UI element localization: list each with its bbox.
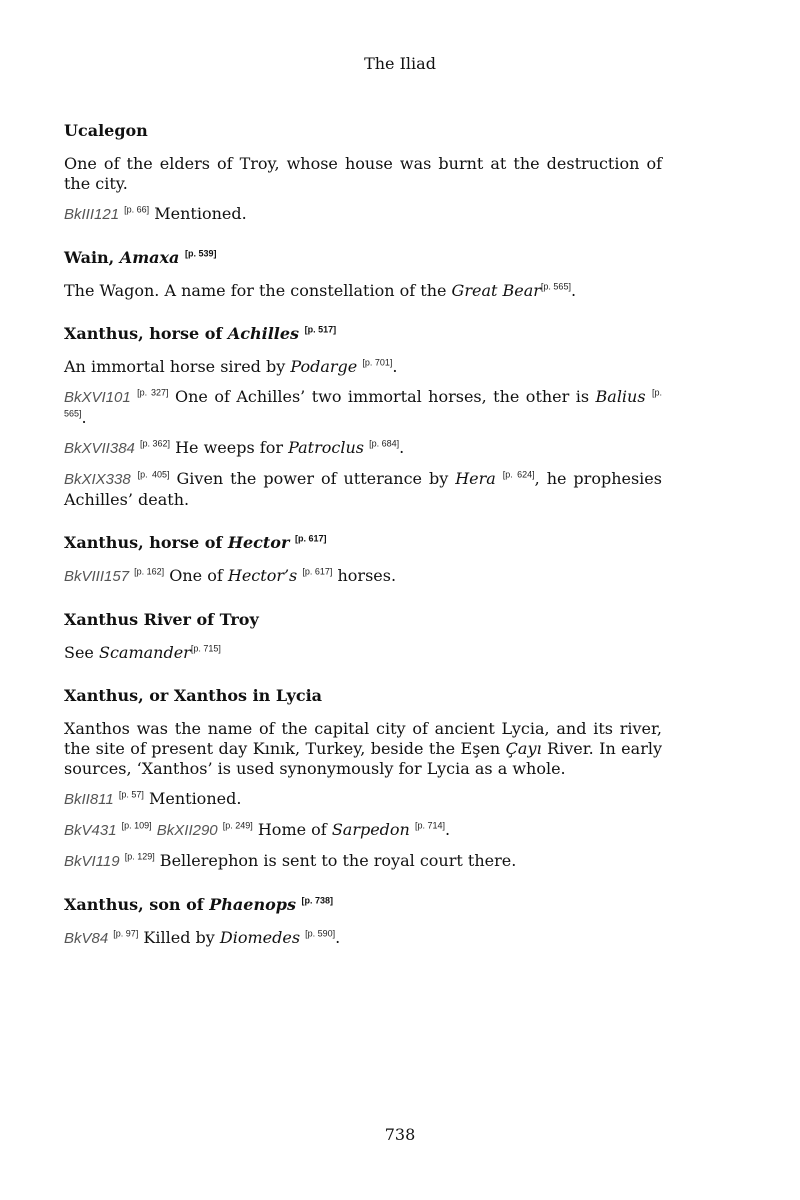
entry-xanthus-hector [64, 532, 662, 587]
entry-xanthus-phaenops [64, 894, 662, 949]
page-ref[interactable]: [p. 405] [137, 469, 170, 480]
desc-text: River. In early sources, ‘Xanthos’ is used synonymously for Lycia as a whole. [64, 739, 662, 778]
entry-description [64, 719, 662, 779]
page-ref[interactable]: [p. 714] [414, 820, 445, 831]
book-link[interactable]: BkXIX338 [64, 471, 131, 488]
book-reference [64, 438, 662, 459]
entry-title: Xanthus, or Xanthos in Lycia [64, 686, 323, 705]
book-reference [64, 789, 662, 810]
book-link[interactable]: BkXVI101 [64, 389, 131, 406]
title-text: Xanthus, horse of [64, 324, 228, 343]
book-reference [64, 566, 662, 587]
page-ref[interactable]: [p. 565] [64, 387, 663, 419]
title-text: Xanthus, horse of [64, 533, 228, 552]
reference-text: Mentioned. [143, 789, 242, 808]
reference-text: . [444, 820, 451, 839]
title-link[interactable]: Amaxa [119, 248, 180, 267]
book-link[interactable]: BkXII290 [156, 822, 218, 839]
book-reference [64, 387, 662, 428]
book-link[interactable]: BkV84 [64, 930, 109, 947]
book-reference [64, 851, 662, 872]
reference-text: One of [164, 566, 228, 585]
page-ref[interactable]: [p. 109] [121, 820, 152, 831]
cross-link[interactable]: Podarge [290, 357, 358, 376]
title-link[interactable]: Phaenops [209, 895, 296, 914]
page-ref[interactable]: [p. 715] [190, 643, 221, 654]
title-link[interactable]: Hector [227, 533, 290, 552]
page-ref[interactable]: [p. 701] [362, 357, 393, 368]
cross-link[interactable]: Sarpedon [331, 820, 410, 839]
cross-link[interactable]: Hera [455, 469, 496, 488]
running-header: The Iliad [364, 54, 436, 73]
page-ref[interactable]: [p. 617] [294, 533, 327, 544]
cross-link[interactable]: Patroclus [288, 438, 364, 457]
page-ref[interactable]: [p. 624] [502, 469, 535, 480]
title-link[interactable]: Achilles [227, 324, 300, 343]
reference-text: horses. [332, 566, 397, 585]
cross-link[interactable]: Hector’s [227, 566, 298, 585]
desc-text: . [570, 281, 577, 300]
page-ref[interactable]: [p. 249] [222, 820, 253, 831]
entry-title: Ucalegon [64, 121, 148, 140]
entry-title [64, 532, 662, 554]
reference-text: , he prophesies Achilles’ death. [64, 469, 662, 509]
book-link[interactable]: BkIII121 [64, 206, 120, 223]
reference-text: . [81, 408, 87, 427]
reference-text: He weeps for [170, 438, 289, 457]
entry-ucalegon [64, 120, 662, 225]
page-number: 738 [384, 1125, 416, 1144]
page-ref[interactable]: [p. 57] [118, 789, 144, 800]
book-link[interactable]: BkVIII157 [64, 568, 130, 585]
page-ref[interactable]: [p. 97] [113, 928, 139, 939]
reference-text: One of Achilles’ two immortal horses, the other is [168, 387, 596, 406]
page-ref[interactable]: [p. 162] [134, 566, 165, 577]
cross-link[interactable]: Scamander [98, 643, 191, 662]
reference-text: Bellerephon is sent to the royal court there. [154, 851, 517, 870]
page-ref[interactable]: [p. 590] [305, 928, 336, 939]
book-link[interactable]: BkXVII384 [64, 440, 135, 457]
cross-link[interactable]: Balius [595, 387, 646, 406]
book-link[interactable]: BkII811 [64, 791, 114, 808]
entry-description [64, 643, 662, 663]
page-ref[interactable]: [p. 517] [304, 324, 337, 335]
entry-title: Xanthus River of Troy [64, 610, 259, 629]
cross-link[interactable]: Diomedes [219, 928, 301, 947]
entry-title [64, 247, 662, 269]
page-ref[interactable]: [p. 129] [124, 851, 155, 862]
title-text: Xanthus, son of [64, 895, 210, 914]
page-ref[interactable]: [p. 362] [139, 438, 171, 449]
entry-xanthus-achilles [64, 323, 662, 510]
entry-title [64, 323, 662, 345]
reference-text: . [399, 438, 405, 457]
entry-description [64, 281, 662, 301]
entry-description [64, 357, 662, 377]
entry-xanthus-river [64, 609, 662, 663]
reference-text: . [335, 928, 341, 947]
page-ref[interactable]: [p. 327] [137, 387, 169, 398]
cross-link[interactable]: Great Bear [451, 281, 541, 300]
desc-text: An immortal horse sired by [64, 357, 291, 376]
desc-text: . [392, 357, 398, 376]
entry-xanthus-lycia [64, 685, 662, 872]
page-ref[interactable]: [p. 539] [185, 248, 217, 259]
book-reference [64, 820, 662, 841]
page-ref[interactable]: [p. 684] [369, 438, 400, 449]
page-ref[interactable]: [p. 66] [124, 204, 150, 215]
book-reference [64, 928, 662, 949]
book-reference [64, 204, 662, 225]
reference-text: Mentioned. [149, 204, 247, 223]
book-link[interactable]: BkV431 [64, 822, 117, 839]
glossary-content [64, 120, 662, 971]
entry-title [64, 894, 662, 916]
desc-italic: Çayı [505, 739, 542, 758]
page-ref[interactable]: [p. 617] [302, 566, 333, 577]
reference-text: Killed by [138, 928, 220, 947]
title-text: Wain, [64, 248, 120, 267]
reference-text: Home of [252, 820, 332, 839]
entry-wain [64, 247, 662, 301]
book-reference [64, 469, 662, 510]
page-ref[interactable]: [p. 738] [301, 895, 334, 906]
book-link[interactable]: BkVI119 [64, 853, 120, 870]
reference-text: Given the power of utterance by [169, 469, 456, 488]
entry-description: One of the elders of Troy, whose house was burnt at the destruction of the city. [64, 154, 662, 193]
page-ref[interactable]: [p. 565] [540, 281, 571, 292]
desc-text: The Wagon. A name for the constellation of the [64, 281, 452, 300]
desc-text: Xanthos was the name of the capital city of ancient Lycia, and its river, the site of present day Kınık, Turkey, beside the Eşen [64, 719, 662, 758]
desc-text: See [64, 643, 99, 662]
